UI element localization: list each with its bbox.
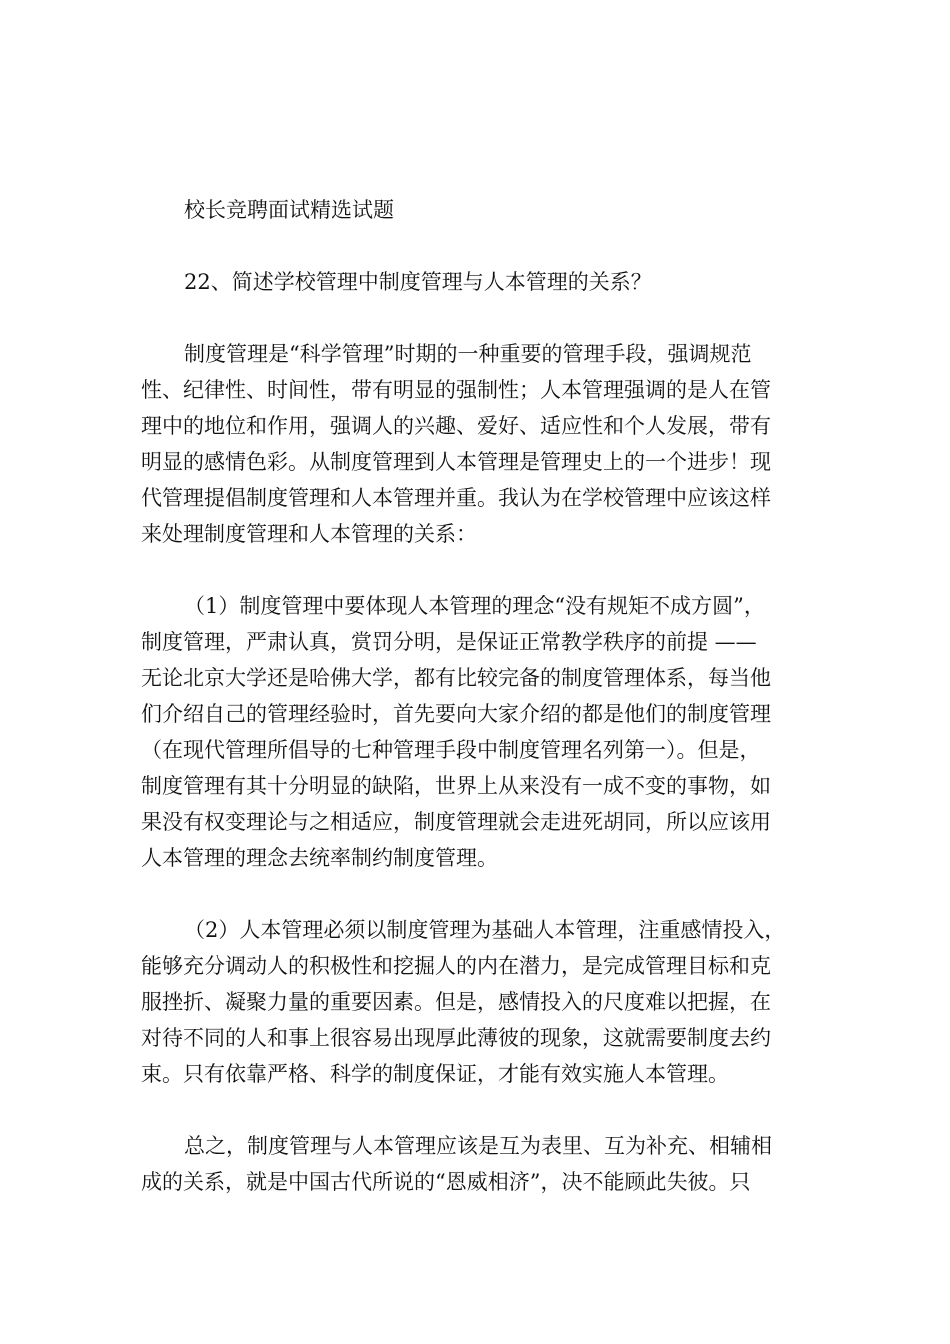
paragraph-line: 人本管理的理念去统率制约制度管理。: [141, 846, 498, 870]
spacer: [141, 876, 817, 912]
spacer: [141, 228, 817, 264]
paragraph-line: 无论北京大学还是哈佛大学，都有比较完备的制度管理体系，每当他: [141, 666, 771, 690]
paragraph-line: 能够充分调动人的积极性和挖掘人的内在潜力，是完成管理目标和克: [141, 954, 771, 978]
paragraph-line: 果没有权变理论与之相适应，制度管理就会走进死胡同，所以应该用: [141, 810, 771, 834]
paragraph-line: 成的关系，就是中国古代所说的“恩威相济”，决不能顾此失彼。只: [141, 1170, 751, 1194]
question-heading: 22、简述学校管理中制度管理与人本管理的关系？: [184, 270, 652, 294]
paragraph-line: （2）人本管理必须以制度管理为基础人本管理，注重感情投入，: [184, 918, 786, 942]
paragraph-point-1: [141, 588, 817, 876]
paragraph-line: 明显的感情色彩。从制度管理到人本管理是管理史上的一个进步！现: [141, 450, 771, 474]
paragraph-line: 制度管理有其十分明显的缺陷，世界上从来没有一成不变的事物，如: [141, 774, 771, 798]
document-title: 校长竞聘面试精选试题: [184, 198, 394, 222]
paragraph-line: （在现代管理所倡导的七种管理手段中制度管理名列第一）。但是，: [141, 738, 761, 762]
paragraph-line: 制度管理，严肃认真，赏罚分明，是保证正常教学秩序的前提 ——: [141, 630, 757, 654]
spacer: [141, 1092, 817, 1128]
spacer: [141, 552, 817, 588]
paragraph-line: 服挫折、凝聚力量的重要因素。但是，感情投入的尺度难以把握，在: [141, 990, 771, 1014]
paragraph-line: 性、纪律性、时间性，带有明显的强制性；人本管理强调的是人在管: [141, 378, 771, 402]
spacer: [141, 300, 817, 336]
paragraph-line: （1）制度管理中要体现人本管理的理念“没有规矩不成方圆”，: [184, 594, 765, 618]
paragraph-line: 们介绍自己的管理经验时，首先要向大家介绍的都是他们的制度管理: [141, 702, 771, 726]
paragraph-line: 对待不同的人和事上很容易出现厚此薄彼的现象，这就需要制度去约: [141, 1026, 771, 1050]
paragraph-line: 代管理提倡制度管理和人本管理并重。我认为在学校管理中应该这样: [141, 486, 771, 510]
paragraph-line: 束。只有依靠严格、科学的制度保证，才能有效实施人本管理。: [141, 1062, 729, 1086]
paragraph-line: 制度管理是“科学管理”时期的一种重要的管理手段，强调规范: [184, 342, 752, 366]
paragraph-line: 来处理制度管理和人本管理的关系：: [141, 522, 477, 546]
paragraph-line: 理中的地位和作用，强调人的兴趣、爱好、适应性和个人发展，带有: [141, 414, 771, 438]
document-body: [141, 192, 817, 1200]
paragraph-conclusion: [141, 1128, 817, 1200]
paragraph-intro: [141, 336, 817, 552]
paragraph-line: 总之，制度管理与人本管理应该是互为表里、互为补充、相辅相: [184, 1134, 772, 1158]
paragraph-point-2: [141, 912, 817, 1092]
